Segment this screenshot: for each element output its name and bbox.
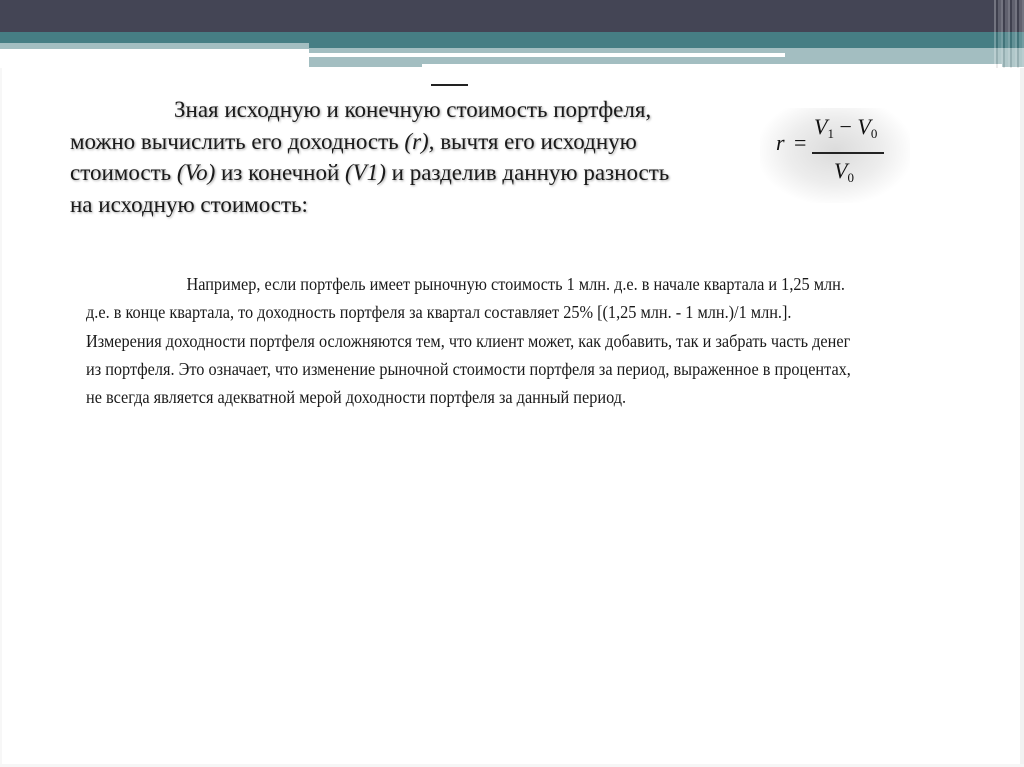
header-right-stripes — [994, 0, 1024, 68]
formula-denominator — [834, 158, 854, 186]
heading-v0-symbol: (Vo) — [176, 160, 216, 185]
heading-text-1: Зная исходную и конечную стоимость портфеля, можно вычислить его доходность — [70, 97, 652, 154]
heading-v1-symbol: (V1) — [345, 160, 386, 185]
fraction-bar — [812, 152, 884, 154]
title-placeholder-rule — [431, 84, 468, 86]
numerator-v1: V — [814, 114, 828, 139]
heading-text-3: из конечной — [215, 160, 346, 185]
slide-right-edge — [1020, 68, 1024, 767]
formula-equals: = — [794, 130, 807, 155]
numerator-v0-sub: 0 — [870, 126, 878, 141]
heading-text-4: и разделив данную разность на исходную стоимость: — [70, 160, 670, 217]
body-text — [86, 270, 867, 411]
header-white-block — [422, 64, 1002, 68]
slide-heading — [70, 94, 670, 220]
measurement-paragraph: Измерения доходности портфеля осложняются тем, что клиент может, как добавить, так и забрать часть денег из портфеля. Это означает, что изменение рыночной стоимости портфеля за период, выраженное в процентах, не всегда является адекватной мерой доходности портфеля за данный период. — [86, 330, 851, 408]
return-formula — [760, 108, 910, 203]
numerator-minus: − — [833, 114, 858, 139]
formula-numerator — [814, 114, 877, 142]
header-white-left — [0, 49, 309, 69]
numerator-v0: V — [857, 114, 871, 139]
heading-r-symbol: (r), — [404, 128, 435, 154]
example-paragraph — [86, 270, 867, 327]
denominator-v0-sub: 0 — [847, 170, 854, 185]
header-white-line — [309, 53, 785, 57]
header-dark-band — [0, 0, 1024, 32]
numerator-v1-sub: 1 — [827, 126, 834, 141]
example-paragraph-text: Например, если портфель имеет рыночную стоимость 1 млн. д.е. в начале квартала и 1,25 млн. д.е. в конце квартала, то доходность портфеля за квартал составляет 25% [(1,25 млн. - 1 млн.)/1 млн.]. — [86, 274, 845, 323]
heading-text-2: вычтя его исходную стоимость — [70, 128, 637, 185]
denominator-v0: V — [834, 158, 848, 183]
slide-left-edge — [0, 68, 2, 767]
formula-lhs: r — [776, 130, 785, 155]
